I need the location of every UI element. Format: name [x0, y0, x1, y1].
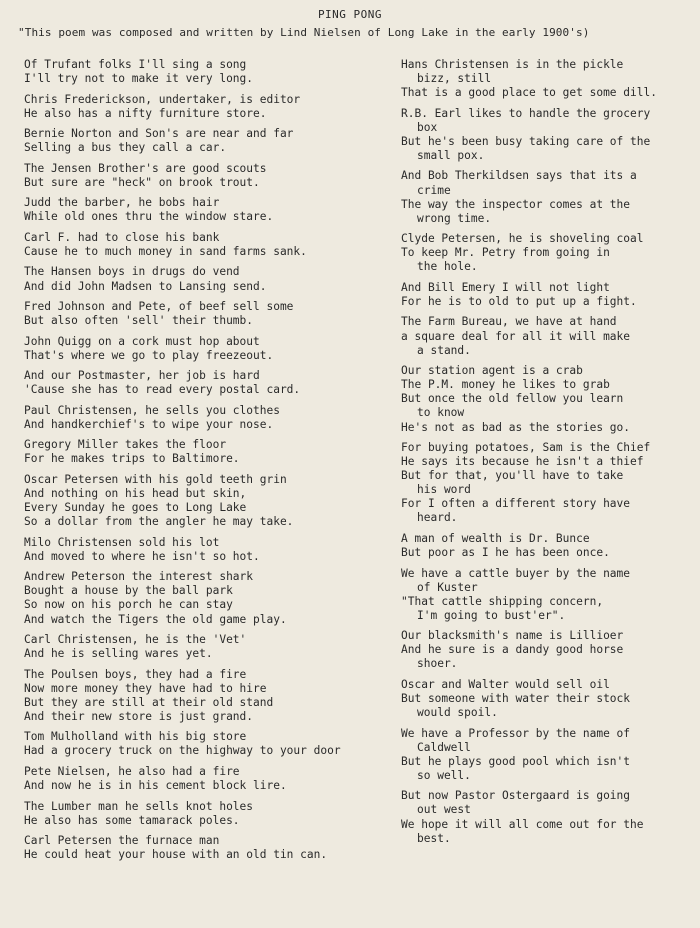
stanza: [24, 196, 379, 224]
poem-line: Hans Christensen is in the pickle: [401, 58, 624, 71]
poem-line: heard.: [417, 511, 458, 525]
poem-line: And he sure is a dandy good horse: [401, 643, 624, 657]
poem-line: And he is selling wares yet.: [24, 647, 213, 661]
stanza: [401, 232, 693, 274]
stanza: [401, 727, 693, 783]
stanza: [401, 789, 693, 845]
poem-line: And Bill Emery I will not light: [401, 280, 610, 294]
poem-line: Bought a house by the ball park: [24, 584, 233, 598]
poem-line: out west: [417, 803, 471, 817]
poem-line: But someone with water their stock: [401, 692, 631, 706]
poem-line: I'll try not to make it very long.: [24, 72, 254, 86]
poem-line: For I often a different story have: [401, 497, 631, 511]
poem-line: For he makes trips to Baltimore.: [24, 452, 240, 466]
poem-line: The Poulsen boys, they had a fire: [24, 667, 247, 681]
stanza: [401, 281, 693, 309]
stanza: [24, 162, 379, 190]
poem-line: crime: [417, 183, 451, 197]
poem-line: But he's been busy taking care of the: [401, 134, 651, 148]
poem-line: Carl F. had to close his bank: [24, 230, 220, 244]
poem-line: box: [417, 120, 438, 134]
poem-line: But once the old fellow you learn: [401, 392, 624, 406]
poem-title: PING PONG: [317, 8, 383, 21]
poem-subtitle: "This poem was composed and written by Lind Nielsen of Long Lake in the early 1900's): [18, 26, 590, 39]
poem-line: Pete Nielsen, he also had a fire: [24, 764, 240, 778]
poem-line: That is a good place to get some dill.: [401, 86, 657, 100]
poem-line: While old ones thru the window stare.: [24, 210, 274, 224]
poem-line: his word: [417, 483, 471, 497]
stanza: [401, 532, 693, 560]
poem-line: Caldwell: [417, 740, 471, 754]
poem-line: The Farm Bureau, we have at hand: [401, 315, 617, 329]
stanza: [401, 58, 693, 100]
stanza: [401, 567, 693, 623]
poem-line: Our blacksmith's name is Lillioer: [401, 629, 624, 643]
poem-line: Carl Petersen the furnace man: [24, 834, 220, 848]
poem-line: Judd the barber, he bobs hair: [24, 196, 220, 210]
poem-line: But poor as I he has been once.: [401, 546, 610, 560]
poem-line: And handkerchief's to wipe your nose.: [24, 417, 274, 431]
poem-line: And moved to where he isn't so hot.: [24, 549, 260, 563]
poem-line: shoer.: [417, 657, 458, 671]
poem-line: Fred Johnson and Pete, of beef sell some: [24, 300, 294, 314]
poem-line: I'm going to bust'er".: [417, 608, 566, 622]
stanza: [24, 265, 379, 293]
stanza: [24, 404, 379, 432]
poem-line: And did John Madsen to Lansing send.: [24, 279, 267, 293]
poem-line: That's where we go to play freezeout.: [24, 348, 274, 362]
poem-line: small pox.: [417, 148, 485, 162]
poem-line: We hope it will all come out for the: [401, 817, 644, 831]
poem-line: would spoil.: [417, 706, 498, 720]
left-column: [24, 58, 379, 869]
poem-line: And nothing on his head but skin,: [24, 487, 247, 501]
poem-line: We have a Professor by the name of: [401, 726, 631, 740]
poem-line: Milo Christensen sold his lot: [24, 535, 220, 549]
poem-line: So a dollar from the angler he may take.: [24, 515, 294, 529]
poem-line: But for that, you'll have to take: [401, 469, 624, 483]
poem-line: the hole.: [417, 260, 478, 274]
poem-line: To keep Mr. Petry from going in: [401, 246, 610, 260]
poem-line: He also has some tamarack poles.: [24, 813, 240, 827]
stanza: [24, 473, 379, 529]
stanza: [24, 668, 379, 724]
stanza: [24, 834, 379, 862]
poem-line: The Hansen boys in drugs do vend: [24, 265, 240, 279]
stanza: [401, 169, 693, 225]
poem-line: best.: [417, 831, 451, 845]
stanza: [24, 730, 379, 758]
poem-line: to know: [417, 406, 465, 420]
poem-line: For buying potatoes, Sam is the Chief: [401, 440, 651, 454]
poem-line: And their new store is just grand.: [24, 709, 254, 723]
poem-line: Bernie Norton and Son's are near and far: [24, 127, 294, 141]
poem-line: A man of wealth is Dr. Bunce: [401, 531, 590, 545]
stanza: [24, 58, 379, 86]
stanza: [401, 629, 693, 671]
poem-line: a square deal for all it will make: [401, 329, 631, 343]
poem-line: Tom Mulholland with his big store: [24, 730, 247, 744]
poem-line: So now on his porch he can stay: [24, 598, 233, 612]
poem-line: The way the inspector comes at the: [401, 197, 631, 211]
poem-line: And Bob Therkildsen says that its a: [401, 169, 637, 183]
stanza: [24, 231, 379, 259]
poem-line: Chris Frederickson, undertaker, is editor: [24, 92, 301, 106]
poem-line: "That cattle shipping concern,: [401, 594, 604, 608]
poem-line: Every Sunday he goes to Long Lake: [24, 501, 247, 515]
poem-line: The Jensen Brother's are good scouts: [24, 161, 267, 175]
poem-line: Selling a bus they call a car.: [24, 141, 227, 155]
stanza: [24, 765, 379, 793]
poem-line: He says its because he isn't a thief: [401, 455, 644, 469]
stanza: [401, 315, 693, 357]
poem-line: We have a cattle buyer by the name: [401, 566, 631, 580]
stanza: [24, 127, 379, 155]
stanza: [24, 300, 379, 328]
stanza: [24, 800, 379, 828]
poem-line: But they are still at their old stand: [24, 695, 274, 709]
stanza: [24, 633, 379, 661]
stanza: [401, 678, 693, 720]
poem-line: John Quigg on a cork must hop about: [24, 334, 260, 348]
stanza: [24, 570, 379, 626]
poem-line: Gregory Miller takes the floor: [24, 438, 227, 452]
poem-line: a stand.: [417, 343, 471, 357]
poem-line: But he plays good pool which isn't: [401, 754, 631, 768]
poem-line: of Kuster: [417, 580, 478, 594]
poem-line: The P.M. money he likes to grab: [401, 378, 610, 392]
stanza: [24, 93, 379, 121]
poem-line: And watch the Tigers the old game play.: [24, 612, 287, 626]
stanza: [401, 441, 693, 526]
poem-line: He's not as bad as the stories go.: [401, 420, 631, 434]
right-column: [401, 58, 693, 852]
poem-line: He could heat your house with an old tin can.: [24, 848, 328, 862]
poem-line: Had a grocery truck on the highway to your door: [24, 744, 341, 758]
poem-line: Oscar and Walter would sell oil: [401, 677, 610, 691]
poem-line: The Lumber man he sells knot holes: [24, 799, 254, 813]
poem-line: Now more money they have had to hire: [24, 681, 267, 695]
stanza: [401, 364, 693, 434]
stanza: [401, 107, 693, 163]
poem-line: Of Trufant folks I'll sing a song: [24, 58, 247, 71]
poem-line: so well.: [417, 768, 471, 782]
poem-line: 'Cause she has to read every postal card.: [24, 383, 301, 397]
stanza: [24, 438, 379, 466]
poem-line: And now he is in his cement block lire.: [24, 779, 287, 793]
poem-line: He also has a nifty furniture store.: [24, 106, 267, 120]
poem-line: Paul Christensen, he sells you clothes: [24, 403, 280, 417]
poem-line: But sure are "heck" on brook trout.: [24, 175, 260, 189]
stanza: [24, 335, 379, 363]
poem-line: Cause he to much money in sand farms sank.: [24, 244, 307, 258]
poem-line: R.B. Earl likes to handle the grocery: [401, 106, 651, 120]
poem-line: Carl Christensen, he is the 'Vet': [24, 633, 247, 647]
poem-line: Our station agent is a crab: [401, 364, 583, 378]
poem-line: But now Pastor Ostergaard is going: [401, 789, 631, 803]
poem-line: wrong time.: [417, 211, 492, 225]
poem-line: Clyde Petersen, he is shoveling coal: [401, 232, 644, 246]
poem-line: For he is to old to put up a fight.: [401, 294, 637, 308]
poem-line: Oscar Petersen with his gold teeth grin: [24, 472, 287, 486]
stanza: [24, 536, 379, 564]
poem-line: And our Postmaster, her job is hard: [24, 369, 260, 383]
poem-line: But also often 'sell' their thumb.: [24, 314, 254, 328]
poem-line: Andrew Peterson the interest shark: [24, 570, 254, 584]
stanza: [24, 369, 379, 397]
poem-line: bizz, still: [417, 72, 492, 86]
